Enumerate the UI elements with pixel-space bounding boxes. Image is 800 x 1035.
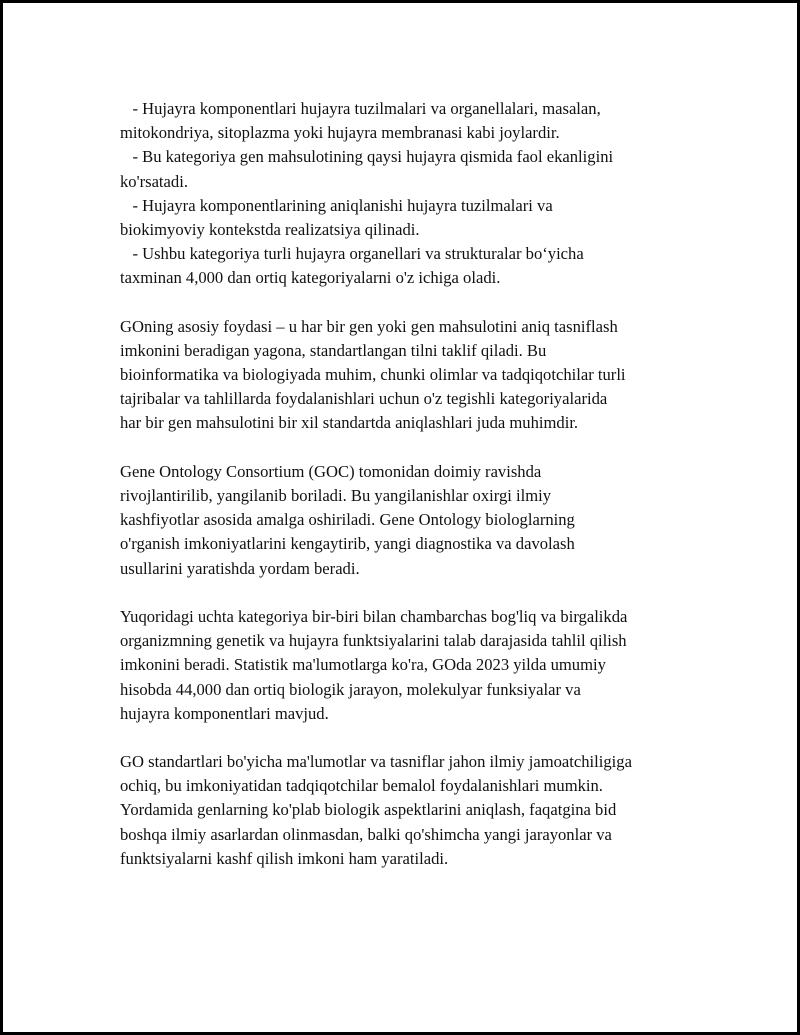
paragraph-line: rivojlantirilib, yangilanib boriladi. Bu yangilanishlar oxirgi ilmiy: [120, 486, 552, 505]
paragraph-categories: [120, 605, 720, 726]
paragraph-line: bioinformatika va biologiyada muhim, chunki olimlar va tadqiqotchilar turli: [120, 365, 626, 385]
paragraph-line: o'rganish imkoniyatlarini kengaytirib, yangi diagnostika va davolash: [120, 534, 575, 554]
paragraph-line: imkonini beradi. Statistik ma'lumotlarga ko'ra, GOda 2023 yilda umumiy: [120, 655, 606, 675]
paragraph-line: kashfiyotlar asosida amalga oshiriladi. Gene Ontology biologlarning: [120, 510, 575, 530]
paragraph-line: GO standartlari bo'yicha ma'lumotlar va tasniflar jahon ilmiy jamoatchiligiga: [120, 752, 632, 772]
paragraph-go-benefit: [120, 315, 720, 436]
document-body: [120, 97, 720, 895]
paragraph-line: imkonini beradigan yagona, standartlangan tilni taklif qiladi. Bu: [120, 340, 547, 360]
bullet-list: [120, 97, 720, 291]
paragraph-line: GOning asosiy foydasi – u har bir gen yoki gen mahsulotini aniq tasniflash: [120, 316, 618, 336]
paragraph-line: hujayra komponentlari mavjud.: [120, 703, 329, 723]
paragraph-line: har bir gen mahsulotini bir xil standartda aniqlashlari juda muhimdir.: [120, 413, 579, 433]
bullet-line: - Hujayra komponentlarining aniqlanishi hujayra tuzilmalari va: [120, 195, 553, 215]
paragraph-standards: [120, 750, 720, 871]
paragraph-line: Yuqoridagi uchta kategoriya bir-biri bilan chambarchas bog'liq va birgalikda: [120, 606, 628, 626]
paragraph-line: ochiq, bu imkoniyatidan tadqiqotchilar bemalol foydalanishlari mumkin.: [120, 776, 603, 796]
paragraph-line: hisobda 44,000 dan ortiq biologik jarayon, molekulyar funksiyalar va: [120, 679, 581, 699]
paragraph-goc: [120, 460, 720, 581]
paragraph-line: funktsiyalarni kashf qilish imkoni ham yaratiladi.: [120, 848, 449, 868]
paragraph-line: Gene Ontology Consortium (GOC) tomonidan doimiy ravishda: [120, 461, 542, 481]
paragraph-line: boshqa ilmiy asarlardan olinmasdan, balki qo'shimcha yangi jarayonlar va: [120, 824, 612, 844]
paragraph-line: tajribalar va tahlillarda foydalanishlari uchun o'z tegishli kategoriyalarida: [120, 389, 608, 409]
bullet-line: - Ushbu kategoriya turli hujayra organellari va strukturalar bo‘yicha: [120, 244, 584, 264]
bullet-line: biokimyoviy kontekstda realizatsiya qilinadi.: [120, 219, 420, 239]
bullet-line: ko'rsatadi.: [120, 171, 188, 191]
bullet-line: - Hujayra komponentlari hujayra tuzilmalari va organellalari, masalan,: [120, 99, 601, 118]
bullet-line: taxminan 4,000 dan ortiq kategoriyalarni o'z ichiga oladi.: [120, 268, 501, 288]
paragraph-line: Yordamida genlarning ko'plab biologik aspektlarini aniqlash, faqatgina bid: [120, 800, 617, 820]
bullet-line: - Bu kategoriya gen mahsulotining qaysi hujayra qismida faol ekanligini: [120, 147, 614, 167]
paragraph-line: usullarini yaratishda yordam beradi.: [120, 558, 360, 578]
bullet-line: mitokondriya, sitoplazma yoki hujayra membranasi kabi joylardir.: [120, 123, 560, 143]
paragraph-line: organizmning genetik va hujayra funktsiyalarini talab darajasida tahlil qilish: [120, 631, 627, 651]
